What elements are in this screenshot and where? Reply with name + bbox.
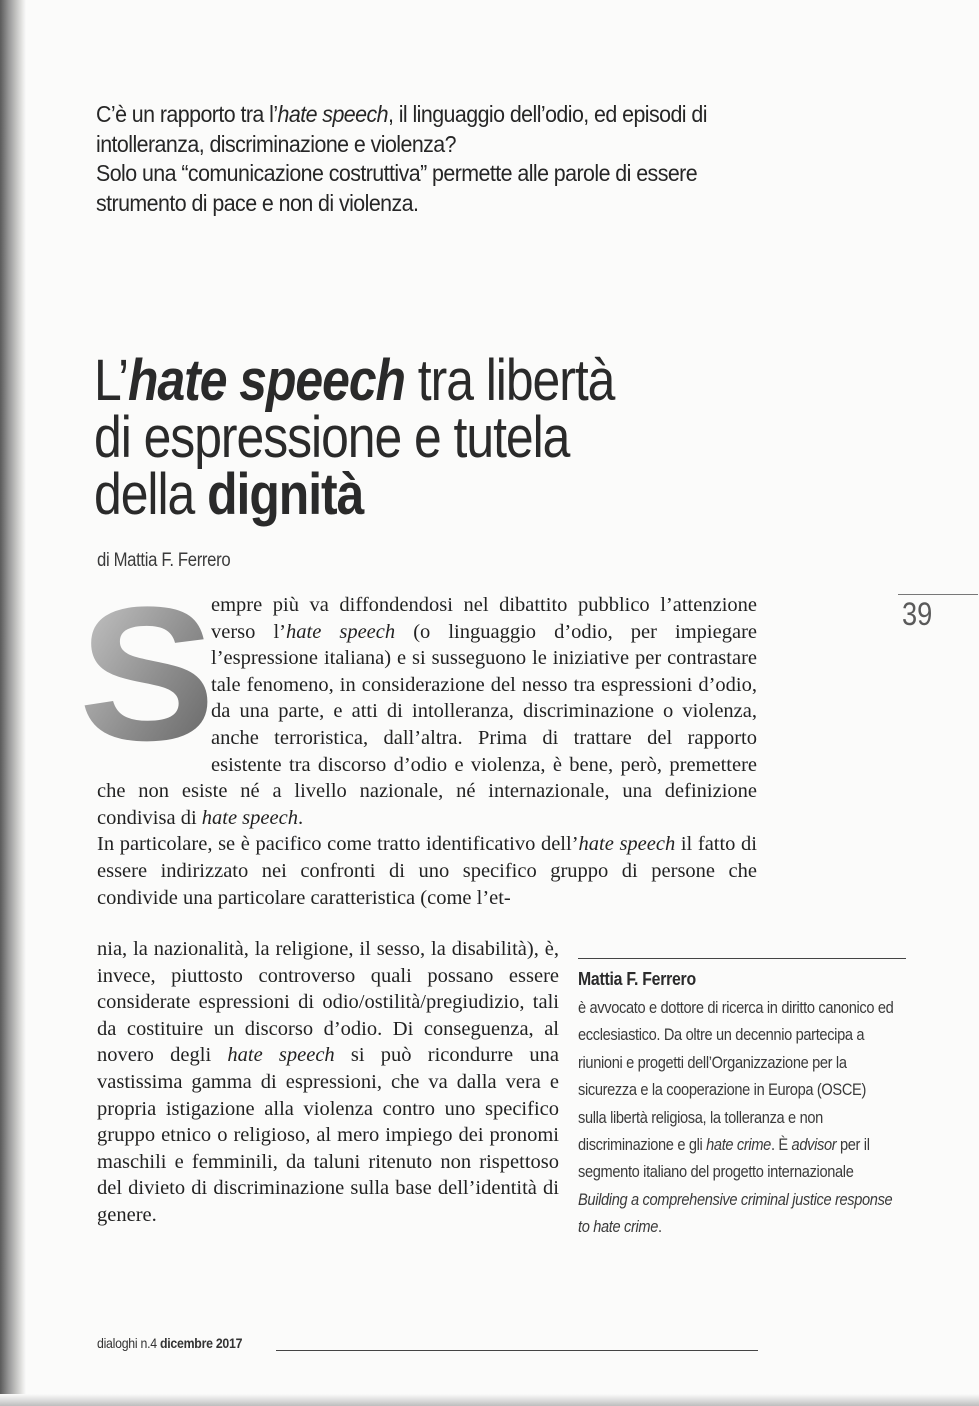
footer-magazine: dialoghi n.4: [97, 1335, 157, 1351]
footer-issue: dicembre 2017: [160, 1335, 243, 1351]
body-paragraph-2: In particolare, se è pacifico come tratto identificativo dell’hate speech il fatto di essere indirizzato nei confronti di uno specifico gruppo di persone che condivide una particolare caratteristica (come l’et-: [97, 833, 758, 909]
dropcap-s: [78, 567, 216, 780]
article-body: [78, 567, 758, 911]
body-paragraph-2-continued: nia, la nazionalità, la religione, il sesso, la disabilità), è, invece, piuttosto controverso quali possano essere considerate espressioni di odio/ostilità/pregiudizio, tali da costituire un discorso d’odio. Di conseguenza, al novero degli hate speech si può ricondurre una vastissima gamma di espressioni, che va dalla vera e propria istigazione alla violenza contro uno specifico gruppo etnico o religioso, al mero impiego dei pronomi maschili e femminili, da taluni ritenuto non rispettoso del divieto di discriminazione sulla base dell’identità di genere.: [97, 938, 559, 1226]
bio-rule: [578, 958, 906, 959]
standfirst-line-1: C’è un rapporto tra l’hate speech, il linguaggio dell’odio, ed episodi di intolleranza, discriminazione e violenza?: [96, 101, 707, 157]
author-bio-box: [578, 958, 906, 1241]
scan-bottom-edge: [0, 1394, 979, 1406]
page-number: 39: [902, 596, 933, 632]
body-paragraph-1: empre più va diffondendosi nel dibattito pubblico l’attenzione verso l’hate speech (o linguaggio d’odio, per impiegare l’espressione italiana) e si susseguono le iniziative per contrastare tale fenomeno, in considerazione del nesso tra espressioni d’odio, da una parte, e atti di intolleranza, discriminazione o violenza, anche terroristica, dall’altra. Prima di trattare del rapporto esistente tra discorso d’odio e violenza, è bene, però, premettere che non esiste né a livello nazionale, né internazionale, una definizione condivisa di hate speech.: [97, 594, 757, 829]
article-title: L’hate speech tra libertà di espressione e tutela della dignità: [94, 348, 615, 527]
page-spine-shadow: [0, 0, 26, 1406]
standfirst-line-2: Solo una “comunicazione costruttiva” permette alle parole di essere strumento di pace e non di violenza.: [96, 160, 698, 216]
bio-text: è avvocato e dottore di ricerca in diritto canonico ed ecclesiastico. Da oltre un decennio partecipa a riunioni e progetti dell’Organizzazione per la sicurezza e la cooperazione in Europa (OSCE) sulla libertà religiosa, la tolleranza e non discriminazione e gli hate crime. È advisor per il segmento italiano del progetto internazionale Building a comprehensive criminal justice response to hate crime.: [578, 998, 894, 1237]
bio-author-name: Mattia F. Ferrero: [578, 969, 696, 989]
footer-rule: [276, 1350, 758, 1351]
page-number-rule: [898, 594, 978, 595]
byline: di Mattia F. Ferrero: [97, 550, 231, 571]
standfirst: [96, 100, 738, 218]
dropcap-letter: S: [78, 567, 216, 780]
page-footer: [97, 1335, 242, 1351]
